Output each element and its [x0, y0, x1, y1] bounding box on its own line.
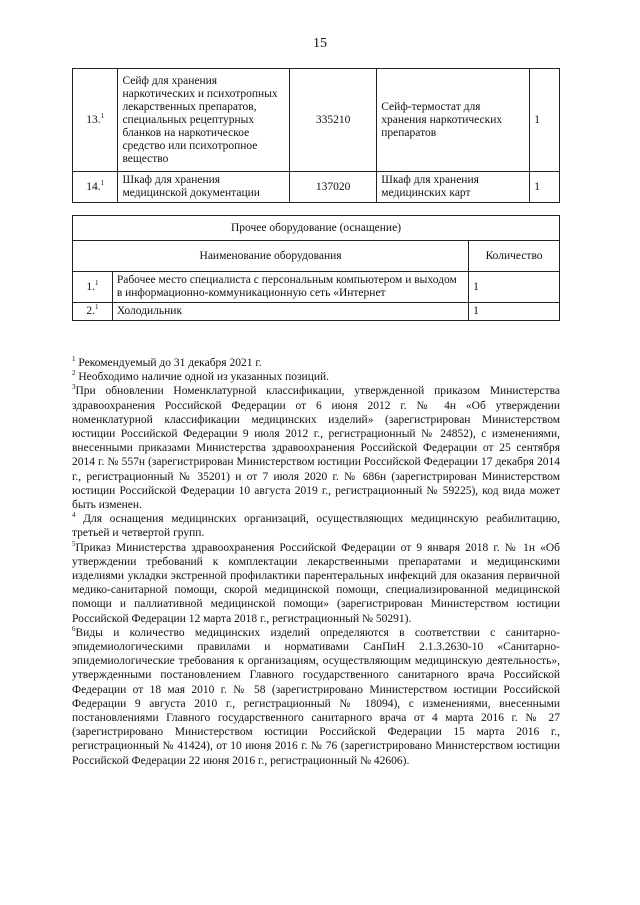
footnote-mark: 5: [72, 539, 76, 548]
equipment-name: Холодильник: [112, 303, 468, 321]
table-row: [73, 69, 560, 172]
table-row: [73, 303, 560, 321]
equipment-quantity: 1: [469, 272, 560, 303]
column-header-name: Наименование оборудования: [73, 241, 469, 272]
footnote-text: Приказ Министерства здравоохранения Российской Федерации от 9 января 2018 г. № 1н «Об утверждении требований к комплектации лекарственными препаратами и медицинскими изделиями укладки экстренной профилактики парентеральных инфекций для оказания первичной медико-санитарной помощи, скорой медицинской помощи, специализированной медицинской помощи и паллиативной медицинской помощи» (зарегистрирован Министерством юстиции Российской Федерации 12 марта 2018 г., регистрационный № 50291).: [72, 541, 560, 625]
footnote-mark: 1: [100, 178, 105, 187]
row-number: [73, 303, 113, 321]
equipment-code: 335210: [289, 69, 376, 172]
equipment-quantity: 1: [530, 172, 560, 203]
footnote-text: Необходимо наличие одной из указанных позиций.: [78, 371, 330, 384]
footnote-mark: 6: [72, 625, 76, 634]
row-number-value: 2.: [86, 305, 95, 317]
footnote-mark: 1: [94, 278, 99, 287]
footnote-mark: 1: [94, 303, 99, 312]
footnote-text: Виды и количество медицинских изделий определяются в соответствии с санитарно-эпидемиологическими правилами и нормативами СанПиН 2.1.3.2630-10 «Санитарно-эпидемиологические требования к организациям, осуществляющим медицинскую деятельность», утвержденными постановлением Главного государственного санитарного врача Российской Федерации от 18 мая 2010 г. № 58 (зарегистрировано Министерством юстиции Российской Федерации 9 августа 2010 г., регистрационный № 18094), с изменениями, внесенными постановлениями Главного государственного санитарного врача от 4 марта 2016 г. № 27 (зарегистрировано Министерством юстиции Российской Федерации 15 марта 2016 г., регистрационный № 41424), от 10 июня 2016 г. № 76 (зарегистрировано Министерством юстиции Российской Федерации 22 июня 2016 г., регистрационный № 42606).: [72, 626, 560, 767]
equipment-name: Рабочее место специалиста с персональным компьютером и выходом в информационно-коммуникационную сеть «Интернет: [112, 272, 468, 303]
table-row: [73, 172, 560, 203]
table-caption-row: [73, 216, 560, 241]
footnote: [72, 512, 560, 540]
equipment-quantity: 1: [469, 303, 560, 321]
footnote-mark: 3: [72, 383, 76, 392]
row-number-value: 14.: [86, 180, 101, 193]
footnote-text: Для оснащения медицинских организаций, осуществляющих медицинскую реабилитацию, третьей и четвертой групп.: [72, 513, 560, 540]
equipment-code: 137020: [289, 172, 376, 203]
equipment-name: Шкаф для хранения медицинской документации: [118, 172, 290, 203]
equipment-type: Шкаф для хранения медицинских карт: [377, 172, 530, 203]
footnote: [72, 626, 560, 768]
footnote-mark: 2: [72, 369, 76, 378]
footnote: [72, 356, 560, 370]
equipment-table: [72, 68, 560, 203]
footnote-mark: 4: [72, 511, 76, 520]
table-header-row: [73, 241, 560, 272]
other-equipment-table: [72, 215, 560, 321]
page-number: 15: [313, 36, 327, 51]
footnotes: [72, 356, 560, 768]
footnote: [72, 370, 560, 384]
footnote: [72, 541, 560, 626]
footnote: [72, 384, 560, 512]
footnote-text: Рекомендуемый до 31 декабря 2021 г.: [78, 357, 262, 369]
footnote-text: При обновлении Номенклатурной классификации, утвержденной приказом Министерства здравоохранения Российской Федерации от 6 июня 2012 г. № 4н «Об утверждении номенклатурной классификации медицинских изделий» (зарегистрирован Министерством юстиции Российской Федерации 9 июля 2012 г., регистрационный № 24852), с изменениями, внесенными приказами Министерства здравоохранения Российской Федерации от 25 сентября 2014 г. № 557н (зарегистрирован Министерством юстиции Российской Федерации 17 декабря 2014 г., регистрационный № 35201) и от 7 июля 2020 г. № 686н (зарегистрирован Министерством юстиции Российской Федерации 10 августа 2019 г., регистрационный № 59225), код вида может быть изменен.: [72, 385, 560, 512]
row-number: [73, 172, 118, 203]
equipment-name: Сейф для хранения наркотических и психотропных лекарственных препаратов, специальных рецептурных бланков на наркотическое средство или психотропное вещество: [118, 69, 290, 172]
column-header-quantity: Количество: [469, 241, 560, 272]
row-number-value: 1.: [86, 280, 95, 293]
row-number: [73, 272, 113, 303]
table-row: [73, 272, 560, 303]
footnote-mark: 1: [100, 111, 105, 120]
footnote-mark: 1: [72, 355, 76, 364]
equipment-type: Сейф-термостат для хранения наркотических препаратов: [377, 69, 530, 172]
row-number-value: 13.: [86, 113, 101, 126]
equipment-quantity: 1: [530, 69, 560, 172]
row-number: [73, 69, 118, 172]
table-caption: Прочее оборудование (оснащение): [73, 216, 560, 241]
